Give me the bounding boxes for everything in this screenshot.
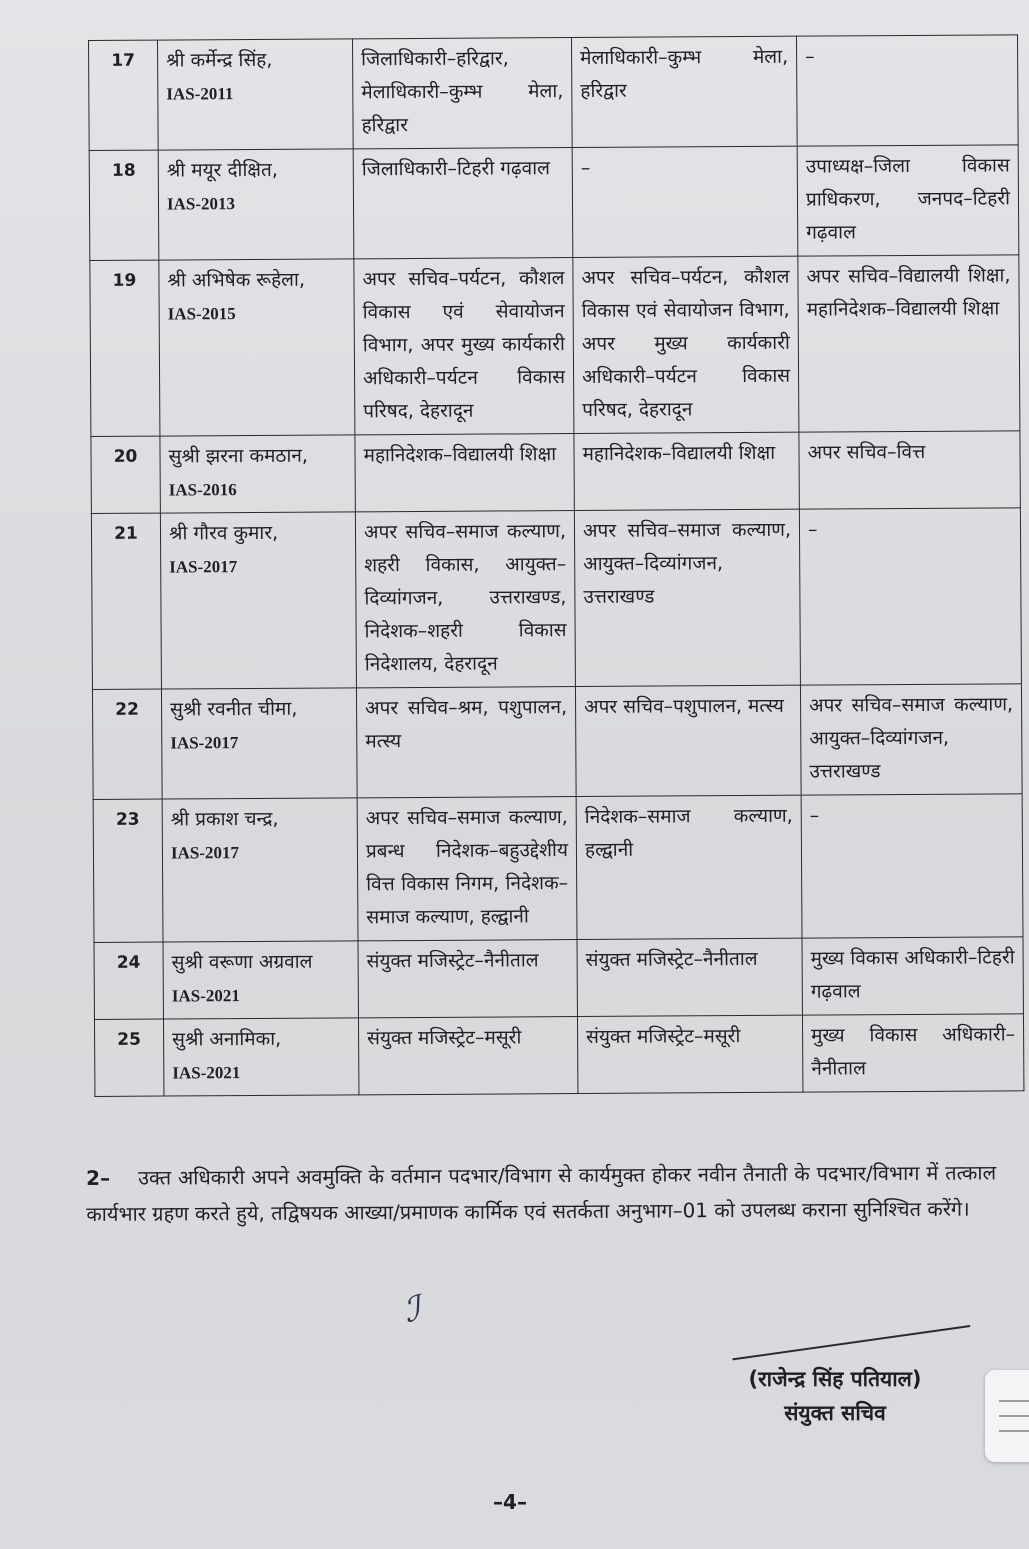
relieved-post-cell (573, 256, 799, 433)
current-post-cell (358, 1017, 577, 1095)
new-post: अपर सचिव–विद्यालयी शिक्षा, महानिदेशक–विद्यालयी शिक्षा (806, 264, 1011, 321)
officer-batch: IAS-2011 (166, 84, 234, 104)
menu-bar (999, 1400, 1029, 1402)
instruction-paragraph (86, 1154, 996, 1232)
officer-cell (161, 688, 357, 799)
serial-number-cell (89, 40, 159, 150)
new-post: – (805, 45, 815, 68)
table-row (91, 431, 1020, 514)
officer-cell (159, 259, 355, 436)
officer-cell (163, 1018, 358, 1096)
relieved-post: मेलाधिकारी–कुम्भ मेला, हरिद्वार (580, 45, 789, 102)
officer-cell (160, 435, 355, 513)
new-post-cell (797, 145, 1019, 256)
officer-name: सुश्री रवनीत चीमा, (170, 697, 298, 721)
officer-batch: IAS-2017 (169, 557, 238, 577)
officer-cell (160, 512, 356, 689)
transfer-table (88, 34, 1024, 1097)
new-post-cell (801, 794, 1023, 938)
relieved-post: संयुक्त मजिस्ट्रेट–मसूरी (586, 1025, 741, 1048)
officer-name: श्री गौरव कुमार, (168, 521, 279, 545)
menu-bar (999, 1430, 1029, 1432)
new-post-cell (799, 508, 1021, 685)
table-row (92, 684, 1022, 800)
serial-number-cell (91, 436, 160, 513)
relieved-post-cell (576, 795, 802, 939)
officer-name: श्री अभिषेक रूहेला, (167, 268, 306, 292)
new-post: मुख्य विकास अधिकारी–नैनीताल (811, 1023, 1016, 1080)
page-number: –4– (493, 1490, 527, 1514)
table-row (94, 1014, 1023, 1097)
officer-name: श्री कर्मेन्द्र सिंह, (166, 48, 273, 72)
current-post: जिलाधिकारी–टिहरी गढ़वाल (361, 157, 551, 181)
signatory-block (700, 1362, 970, 1430)
paragraph-text: उक्त अधिकारी अपने अवमुक्ति के वर्तमान पदभार/विभाग से कार्यमुक्त होकर नवीन तैनाती के पदभार/विभाग में तत्काल कार्यभार ग्रहण करते हुये, तद्विषयक आख्या/प्रमाणक कार्मिक एवं सतर्कता अनुभाग–01 को उपलब्ध कराना सुनिश्चित करेंगे। (86, 1160, 997, 1226)
table-row (90, 255, 1020, 437)
signatory-name: (राजेन्द्र सिंह पतियाल) (748, 1367, 922, 1391)
new-post: अपर सचिव–समाज कल्याण, आयुक्त–दिव्यांगजन, उत्तराखण्ड (809, 693, 1014, 783)
current-post-cell (355, 434, 574, 512)
officer-cell (158, 39, 354, 150)
current-post: संयुक्त मजिस्ट्रेट–नैनीताल (366, 949, 539, 973)
menu-bar (999, 1415, 1029, 1417)
serial-number: 20 (113, 446, 138, 467)
table-row (94, 937, 1023, 1020)
new-post-cell (798, 255, 1020, 432)
table-row (89, 145, 1019, 261)
current-post: महानिदेशक–विद्यालयी शिक्षा (363, 443, 557, 467)
serial-number-cell (94, 942, 163, 1019)
serial-number-cell (94, 1019, 163, 1096)
current-post: अपर सचिव–पर्यटन, कौशल विकास एवं सेवायोजन विभाग, अपर मुख्य कार्यकारी अधिकारी–पर्यटन विकास परिषद, देहरादून (362, 267, 566, 423)
current-post: अपर सचिव–समाज कल्याण, प्रबन्ध निदेशक–बहुउद्देशीय वित्त विकास निगम, निदेशक–समाज कल्याण, हल्द्वानी (365, 806, 569, 929)
officer-batch: IAS-2017 (170, 843, 240, 863)
relieved-post-cell (574, 432, 799, 510)
menu-icon[interactable] (985, 1370, 1029, 1462)
serial-number: 18 (111, 160, 136, 181)
relieved-post: महानिदेशक–विद्यालयी शिक्षा (582, 441, 776, 465)
serial-number-cell (89, 150, 159, 260)
relieved-post-cell (577, 938, 802, 1016)
new-post-cell (802, 1014, 1023, 1092)
serial-number-cell (93, 799, 163, 942)
officer-name: श्री प्रकाश चन्द्र, (170, 807, 279, 831)
relieved-post-cell (575, 685, 801, 796)
new-post: – (807, 518, 818, 541)
new-post-cell (800, 684, 1022, 795)
new-post: अपर सचिव–वित्त (807, 440, 926, 464)
current-post: अपर सचिव–समाज कल्याण, शहरी विकास, आयुक्त–दिव्यांगजन, उत्तराखण्ड, निदेशक–शहरी विकास निदेशालय, देहरादून (363, 520, 567, 676)
new-post: – (809, 804, 820, 827)
officer-name: सुश्री वरूणा अग्रवाल (171, 950, 313, 974)
officer-batch: IAS-2017 (170, 733, 239, 753)
signatory-designation: संयुक्त सचिव (784, 1401, 886, 1425)
relieved-post: अपर सचिव–पर्यटन, कौशल विकास एवं सेवायोजन विभाग, अपर मुख्य कार्यकारी अधिकारी–पर्यटन विकास परिषद, देहरादून (581, 265, 791, 421)
serial-number: 23 (115, 809, 140, 830)
handwritten-initial: ℐ (400, 1288, 424, 1332)
officer-cell (162, 798, 358, 942)
current-post-cell (358, 940, 577, 1018)
serial-number: 24 (116, 952, 141, 973)
table-row (91, 508, 1021, 690)
officer-batch: IAS-2021 (171, 986, 240, 1006)
serial-number: 25 (117, 1029, 141, 1050)
officer-batch: IAS-2013 (166, 194, 236, 214)
new-post: मुख्य विकास अधिकारी–टिहरी गढ़वाल (810, 946, 1015, 1003)
officer-cell (158, 149, 354, 260)
current-post-cell (356, 687, 576, 798)
table-row (89, 35, 1019, 151)
officer-name: श्री मयूर दीक्षित, (166, 158, 278, 182)
relieved-post-cell (572, 146, 798, 257)
officer-cell (163, 941, 358, 1019)
serial-number-cell (91, 513, 161, 689)
relieved-post: – (580, 156, 591, 179)
relieved-post-cell (577, 1015, 802, 1093)
current-post-cell (355, 511, 575, 688)
officer-batch: IAS-2015 (167, 304, 236, 324)
signature-stroke (732, 1325, 970, 1360)
table-row (93, 794, 1023, 943)
serial-number: 21 (114, 523, 138, 544)
relieved-post: निदेशक–समाज कल्याण, हल्द्वानी (584, 804, 793, 861)
current-post: अपर सचिव–श्रम, पशुपालन, मत्स्य (365, 696, 568, 753)
officer-name: सुश्री अनामिका, (172, 1027, 282, 1051)
new-post-cell (796, 35, 1018, 146)
current-post-cell (357, 797, 577, 941)
relieved-post: अपर सचिव–समाज कल्याण, आयुक्त–दिव्यांगजन, उत्तराखण्ड (582, 518, 792, 608)
current-post-cell (354, 258, 574, 435)
relieved-post-cell (574, 509, 800, 686)
transfer-table-body (89, 35, 1024, 1097)
relieved-post: अपर सचिव–पशुपालन, मत्स्य (584, 694, 784, 718)
officer-batch: IAS-2016 (168, 480, 237, 500)
serial-number-cell (90, 260, 160, 436)
serial-number: 22 (115, 699, 139, 720)
current-post-cell (352, 38, 572, 149)
new-post-cell (802, 937, 1023, 1015)
current-post: जिलाधिकारी–हरिद्वार, मेलाधिकारी–कुम्भ मेला, हरिद्वार (361, 47, 564, 137)
officer-batch: IAS-2021 (172, 1063, 241, 1083)
serial-number: 19 (112, 270, 137, 291)
new-post: उपाध्यक्ष–जिला विकास प्राधिकरण, जनपद–टिहरी गढ़वाल (805, 154, 1011, 244)
current-post-cell (353, 148, 573, 259)
serial-number: 17 (111, 50, 136, 71)
relieved-post: संयुक्त मजिस्ट्रेट–नैनीताल (585, 947, 758, 971)
current-post: संयुक्त मजिस्ट्रेट–मसूरी (367, 1026, 522, 1050)
officer-name: सुश्री झरना कमठान, (168, 444, 309, 468)
new-post-cell (799, 431, 1020, 509)
relieved-post-cell (571, 36, 797, 147)
paragraph-number: 2– (86, 1165, 111, 1190)
serial-number-cell (92, 689, 162, 799)
